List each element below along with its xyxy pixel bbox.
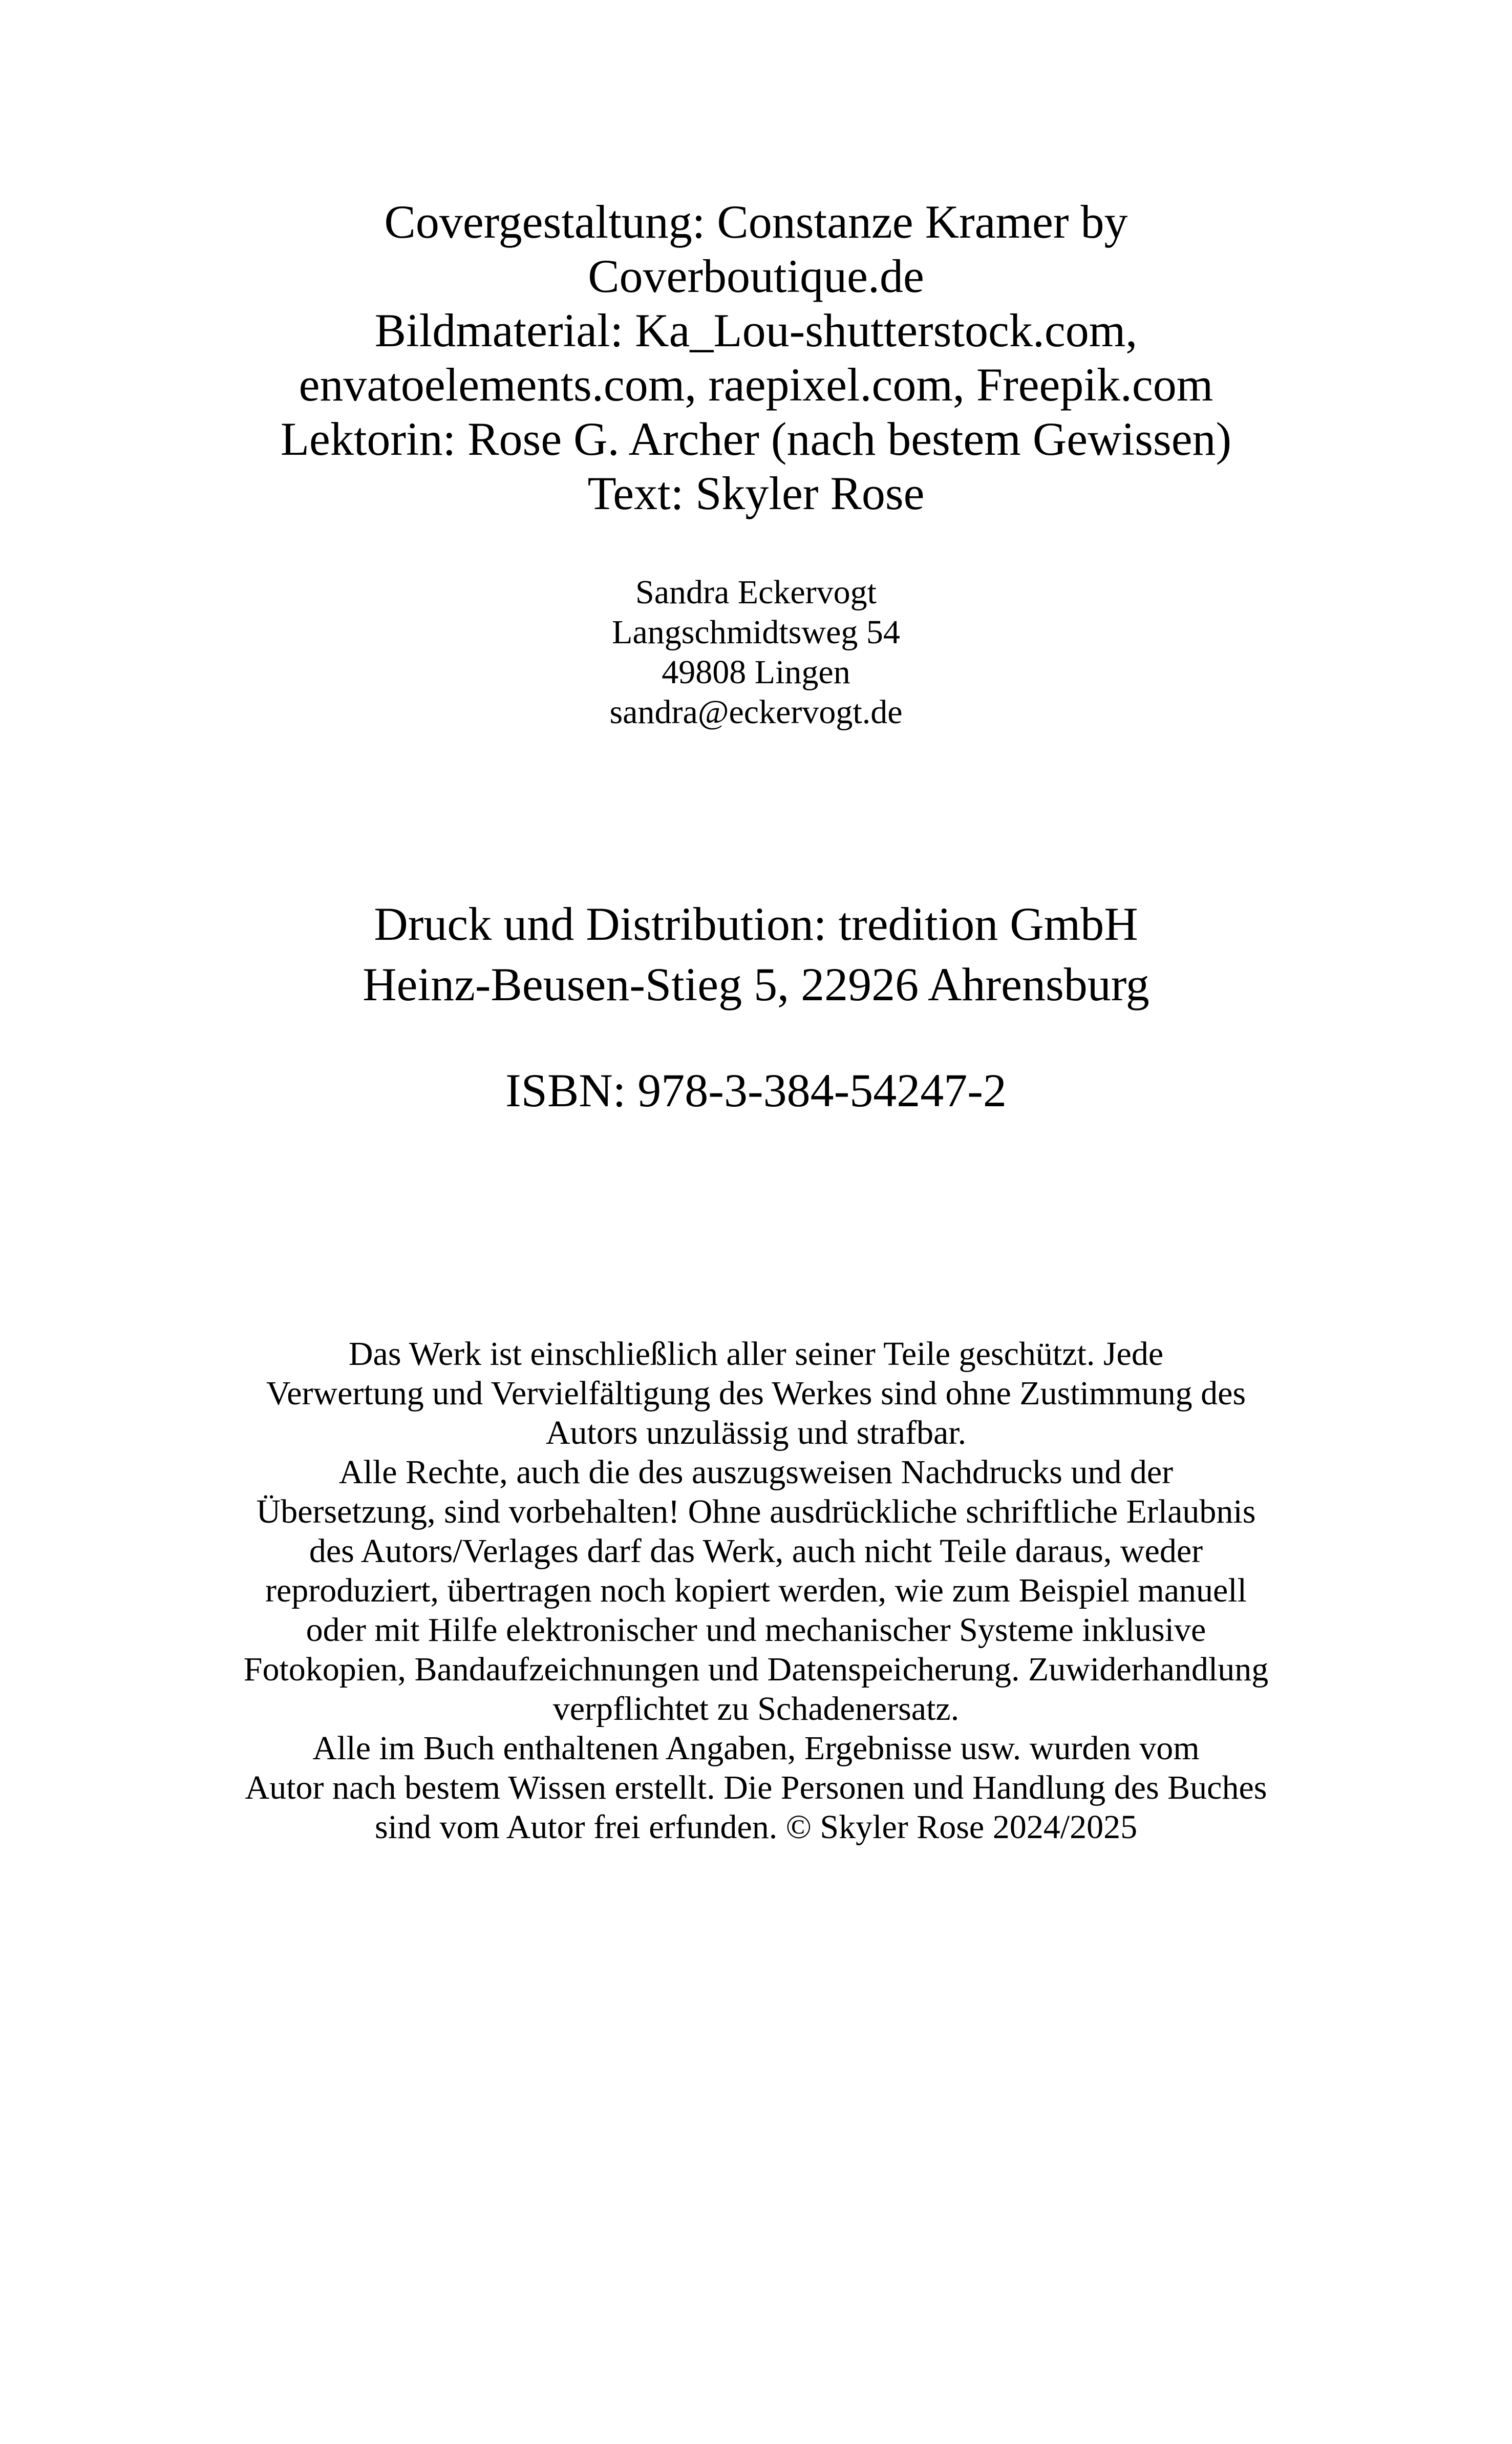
copyright-notice [0, 1334, 1512, 1847]
legal-line: Alle im Buch enthaltenen Angaben, Ergebnisse usw. wurden vom [312, 1730, 1200, 1767]
isbn-block [0, 1060, 1512, 1121]
legal-line: Übersetzung, sind vorbehalten! Ohne ausdrückliche schriftliche Erlaubnis [256, 1493, 1256, 1530]
printing-distributor: Druck und Distribution: tredition GmbH [374, 898, 1138, 950]
printing-info [0, 894, 1512, 1015]
address-city: 49808 Lingen [662, 654, 850, 691]
credit-line-cover: Covergestaltung: Constanze Kramer by [384, 196, 1128, 248]
legal-line: oder mit Hilfe elektronischer und mechanischer Systeme inklusive [306, 1611, 1206, 1649]
address-email: sandra@eckervogt.de [609, 693, 903, 731]
printing-address: Heinz-Beusen-Stieg 5, 22926 Ahrensburg [363, 958, 1149, 1010]
isbn-number: ISBN: 978-3-384-54247-2 [505, 1064, 1007, 1116]
publisher-address [0, 573, 1512, 732]
credit-line-editor: Lektorin: Rose G. Archer (nach bestem Gewissen) [280, 413, 1232, 465]
legal-line: Verwertung und Vervielfältigung des Werkes sind ohne Zustimmung des [266, 1375, 1246, 1412]
credit-line-cover-site: Coverboutique.de [588, 250, 924, 302]
legal-line: reproduziert, übertragen noch kopiert werden, wie zum Beispiel manuell [265, 1572, 1247, 1609]
legal-line: Autors unzulässig und strafbar. [545, 1414, 967, 1451]
address-street: Langschmidtsweg 54 [612, 614, 900, 651]
credit-line-image-sources: envatoelements.com, raepixel.com, Freepik.com [299, 359, 1213, 411]
legal-line: verpflichtet zu Schadenersatz. [552, 1690, 960, 1727]
legal-line: Fotokopien, Bandaufzeichnungen und Datenspeicherung. Zuwiderhandlung [243, 1651, 1269, 1688]
legal-line: Autor nach bestem Wissen erstellt. Die Personen und Handlung des Buches [245, 1769, 1267, 1806]
address-name: Sandra Eckervogt [635, 574, 877, 611]
legal-line: Alle Rechte, auch die des auszugsweisen Nachdrucks und der [338, 1453, 1174, 1491]
legal-line: des Autors/Verlages darf das Werk, auch nicht Teile daraus, weder [309, 1532, 1203, 1570]
legal-line: Das Werk ist einschließlich aller seiner Teile geschützt. Jede [348, 1335, 1164, 1373]
credit-line-text: Text: Skyler Rose [587, 467, 925, 519]
credits-block [0, 195, 1512, 520]
credit-line-images: Bildmaterial: Ka_Lou-shutterstock.com, [374, 304, 1138, 356]
legal-line: sind vom Autor frei erfunden. © Skyler Rose 2024/2025 [374, 1808, 1138, 1846]
